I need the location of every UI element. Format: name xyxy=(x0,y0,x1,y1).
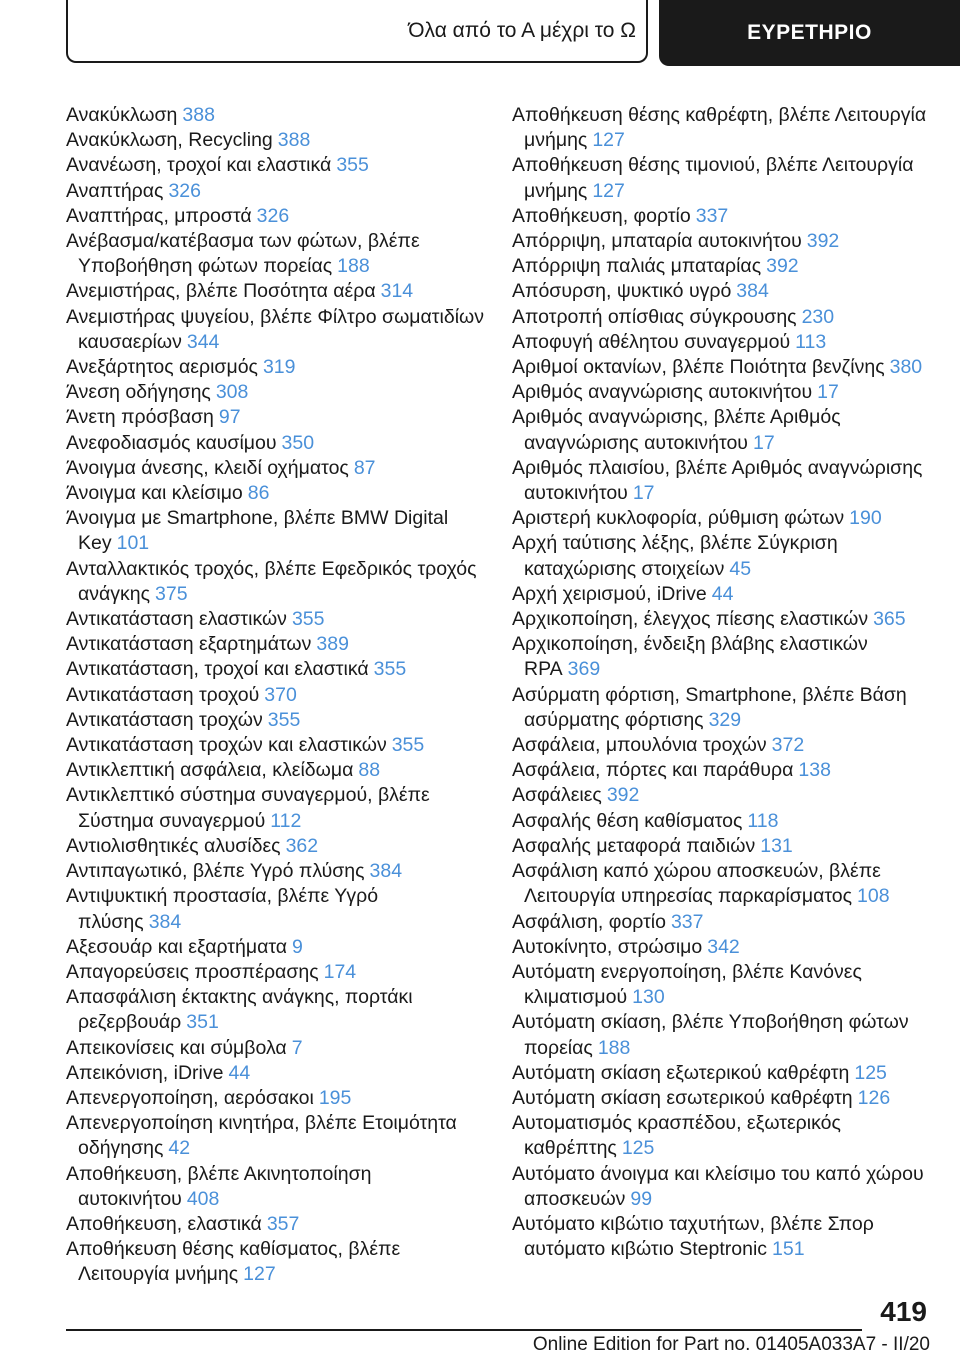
index-entry-page-link[interactable]: 355 xyxy=(336,154,369,177)
index-entry-page-link[interactable]: 17 xyxy=(817,381,839,404)
footer-edition: Online Edition for Part no. 01405A033A7 - II/20 xyxy=(532,1334,930,1355)
index-column-right xyxy=(512,103,936,1288)
index-entry-term: Απόρριψη παλιάς μπαταρίας xyxy=(512,255,762,278)
index-entry xyxy=(512,809,936,834)
index-entry-page-link[interactable]: 375 xyxy=(155,582,188,605)
index-entry-page-link[interactable]: 131 xyxy=(760,834,793,857)
index-entry-page-link[interactable]: 384 xyxy=(148,910,182,933)
index-entry-page-link[interactable]: 344 xyxy=(186,330,220,353)
index-entry-page-link[interactable]: 113 xyxy=(795,330,827,353)
index-entry xyxy=(512,582,936,607)
page-number: 419 xyxy=(880,1296,927,1327)
index-entry xyxy=(66,128,484,153)
index-entry-page-link[interactable]: 101 xyxy=(116,532,150,555)
index-entry xyxy=(66,657,484,682)
index-entry-term: Αντιψυκτική προστασία, βλέπε Υγρό πλύσης xyxy=(66,885,379,933)
index-entry-page-link[interactable]: 355 xyxy=(267,708,301,731)
index-entry-term: Ασφάλεια, πόρτες και παράθυρα xyxy=(512,759,794,782)
index-entry-term: Ανταλλακτικός τροχός, βλέπε Εφεδρικός τροχός ανάγκης xyxy=(66,557,477,605)
index-entry-page-link[interactable]: 408 xyxy=(186,1187,220,1210)
index-entry-term: Ασφαλής θέση καθίσματος xyxy=(512,809,743,832)
index-entry-page-link[interactable]: 337 xyxy=(670,910,704,933)
index-entry-page-link[interactable]: 230 xyxy=(801,305,835,328)
index-entry-page-link[interactable]: 188 xyxy=(597,1036,631,1059)
index-entry-page-link[interactable]: 392 xyxy=(766,255,799,278)
index-entry-page-link[interactable]: 17 xyxy=(752,431,775,454)
index-entry-page-link[interactable]: 86 xyxy=(247,482,270,505)
index-entry-page-link[interactable]: 319 xyxy=(262,356,296,379)
index-entry-term: Αριθμός πλαισίου, βλέπε Αριθμός αναγνώρισης αυτοκινήτου xyxy=(512,456,923,505)
index-entry xyxy=(512,103,936,153)
index-entry-page-link[interactable]: 388 xyxy=(277,129,311,152)
index-entry xyxy=(512,1086,936,1111)
index-column-left xyxy=(66,103,484,1288)
index-entry-term: Ανεμιστήρας, βλέπε Ποσότητα αέρα xyxy=(66,280,376,303)
index-entry xyxy=(512,305,936,330)
index-entry-term: Αντικατάσταση ελαστικών xyxy=(66,608,287,631)
index-entry-term: Απασφάλιση έκτακτης ανάγκης, πορτάκι ρεζερβουάρ xyxy=(66,986,413,1034)
index-entry-term: Αποθήκευση, φορτίο xyxy=(512,204,691,227)
index-entry xyxy=(66,834,484,859)
index-entry-page-link[interactable]: 97 xyxy=(218,406,241,429)
index-entry xyxy=(66,204,484,229)
index-entry xyxy=(66,708,484,733)
index-entry xyxy=(512,960,936,1010)
index-entry-term: Αυτόματη σκίαση εσωτερικού καθρέφτη xyxy=(512,1086,853,1109)
index-entry-term: Αντικατάσταση τροχών και ελαστικών xyxy=(66,734,387,757)
page-header xyxy=(66,0,960,66)
index-entry-page-link[interactable]: 351 xyxy=(186,1011,219,1034)
index-entry xyxy=(512,153,936,203)
index-entry-page-link[interactable]: 42 xyxy=(168,1137,191,1160)
index-entry-term: Αναπτήρας xyxy=(66,179,164,202)
index-entry xyxy=(66,557,484,607)
index-entry xyxy=(66,985,484,1035)
index-entry-page-link[interactable]: 372 xyxy=(771,734,805,757)
index-entry xyxy=(66,481,484,506)
index-entry-page-link[interactable]: 9 xyxy=(292,935,303,958)
index-entry xyxy=(512,330,936,355)
index-entry xyxy=(66,506,484,556)
index-entry xyxy=(66,229,484,279)
index-entry xyxy=(66,859,484,884)
index-entry xyxy=(66,179,484,204)
index-entry xyxy=(66,1086,484,1111)
index-entry xyxy=(66,1111,484,1161)
index-entry xyxy=(66,884,484,934)
index-entry-page-link[interactable]: 44 xyxy=(711,582,734,605)
index-entry xyxy=(512,632,936,682)
index-entry-term: Αριθμοί οκτανίων, βλέπε Ποιότητα βενζίνης xyxy=(512,356,885,379)
section-tab-label: ΕΥΡΕΤΗΡΙΟ xyxy=(747,21,872,44)
index-entry-term: Αρχή ταύτισης λέξης, βλέπε Σύγκριση καταχώρισης στοιχείων xyxy=(512,532,838,580)
index-entry xyxy=(66,1061,484,1086)
index-entry-term: Αρχή χειρισμού, iDrive xyxy=(512,582,707,605)
index-entry-page-link[interactable]: 118 xyxy=(747,809,779,832)
index-entry xyxy=(512,229,936,254)
index-entry xyxy=(512,1010,936,1060)
index-entry-page-link[interactable]: 357 xyxy=(266,1212,300,1235)
index-entry-term: Αντικατάσταση τροχού xyxy=(66,683,260,706)
index-entry-page-link[interactable]: 125 xyxy=(621,1137,655,1160)
index-entry-term: Αυτόματο κιβώτιο ταχυτήτων, βλέπε Σπορ αυτόματο κιβώτιο Steptronic xyxy=(512,1212,874,1261)
index-entry-page-link[interactable]: 370 xyxy=(264,683,297,706)
index-entry-term: Ασφάλιση καπό χώρου αποσκευών, βλέπε Λειτουργία υπηρεσίας παρκαρίσματος xyxy=(512,860,881,908)
index-entry-page-link[interactable]: 384 xyxy=(736,280,769,303)
index-entry-page-link[interactable]: 392 xyxy=(606,784,640,807)
index-entry xyxy=(512,456,936,506)
index-entry xyxy=(512,405,936,455)
index-entry xyxy=(512,859,936,909)
index-entry-term: Απόρριψη, μπαταρία αυτοκινήτου xyxy=(512,230,802,253)
index-entry xyxy=(66,960,484,985)
index-entry-page-link[interactable]: 127 xyxy=(243,1263,276,1286)
index-entry xyxy=(66,103,484,128)
index-entry xyxy=(66,305,484,355)
index-entry-term: Ανακύκλωση, Recycling xyxy=(66,129,273,152)
index-entry-term: Αξεσουάρ και εξαρτήματα xyxy=(66,935,288,958)
index-entry-term: Αυτόματη ενεργοποίηση, βλέπε Κανόνες κλιματισμού xyxy=(512,960,862,1009)
index-entry xyxy=(512,834,936,859)
index-entry-term: Ανανέωση, τροχοί και ελαστικά xyxy=(66,154,332,177)
index-entry-page-link[interactable]: 326 xyxy=(256,204,290,227)
index-entry-page-link[interactable]: 125 xyxy=(854,1061,887,1084)
index-entry xyxy=(66,632,484,657)
index-entry-term: Απενεργοποίηση, αερόσακοι xyxy=(66,1086,314,1109)
index-entry-term: Αποφυγή αθέλητου συναγερμού xyxy=(512,330,791,353)
index-entry-page-link[interactable]: 362 xyxy=(285,834,319,857)
index-entry-term: Αριθμός αναγνώρισης αυτοκινήτου xyxy=(512,381,813,404)
section-tab-index[interactable] xyxy=(659,0,960,66)
index-entry-page-link[interactable]: 355 xyxy=(391,734,425,757)
index-entry-page-link[interactable]: 151 xyxy=(772,1238,805,1261)
index-entry-term: Αποθήκευση θέσης τιμονιού, βλέπε Λειτουργία μνήμης xyxy=(512,154,914,202)
index-entry-page-link[interactable]: 127 xyxy=(592,179,625,202)
index-entry-page-link[interactable]: 174 xyxy=(323,960,357,983)
index-entry-page-link[interactable]: 88 xyxy=(358,759,381,782)
index-entry xyxy=(512,531,936,581)
index-entry-term: Αυτόματο άνοιγμα και κλείσιμο του καπό χώρου αποσκευών xyxy=(512,1162,924,1210)
index-entry xyxy=(66,1237,484,1287)
index-entry xyxy=(66,683,484,708)
index-entry-term: Ασύρματη φόρτιση, Smartphone, βλέπε Βάση ασύρματης φόρτισης xyxy=(512,683,907,731)
index-entry xyxy=(66,1212,484,1237)
index-entry-term: Αναπτήρας, μπροστά xyxy=(66,204,252,227)
index-entry-term: Απεικονίσεις και σύμβολα xyxy=(66,1036,287,1059)
index-entry xyxy=(66,758,484,783)
index-entry-term: Αρχικοποίηση, ένδειξη βλάβης ελαστικών RPA xyxy=(512,633,868,681)
index-entry xyxy=(66,1036,484,1061)
index-entry-page-link[interactable]: 388 xyxy=(182,104,215,126)
index-entry-page-link[interactable]: 7 xyxy=(291,1036,303,1059)
breadcrumb-tab[interactable] xyxy=(66,0,648,63)
index-entry-term: Αποθήκευση, ελαστικά xyxy=(66,1212,262,1235)
index-entry-term: Αυτοκίνητο, στρώσιμο xyxy=(512,935,703,958)
index-entry xyxy=(512,935,936,960)
index-entry-term: Αντιπαγωτικό, βλέπε Υγρό πλύσης xyxy=(66,860,365,883)
index-entry xyxy=(512,607,936,632)
index-entry-page-link[interactable]: 45 xyxy=(729,557,752,580)
index-entry-term: Αντικατάσταση τροχών xyxy=(66,708,263,731)
index-entry xyxy=(66,279,484,304)
index-entry-page-link[interactable]: 326 xyxy=(168,179,201,202)
index-entry-page-link[interactable]: 138 xyxy=(798,759,831,782)
index-entry-page-link[interactable]: 389 xyxy=(316,633,349,656)
index-entry-term: Αποθήκευση θέσης καθίσματος, βλέπε Λειτουργία μνήμης xyxy=(66,1238,401,1286)
index-entry-page-link[interactable]: 87 xyxy=(353,456,376,479)
index-entry xyxy=(512,733,936,758)
index-entry xyxy=(66,153,484,178)
index-entry xyxy=(66,783,484,833)
index-entry xyxy=(512,1111,936,1161)
index-entry-term: Άνετη πρόσβαση xyxy=(66,406,214,429)
index-entry-term: Αντικλεπτικό σύστημα συναγερμού, βλέπε Σύστημα συναγερμού xyxy=(66,784,430,832)
index-entry-term: Άνοιγμα και κλείσιμο xyxy=(66,482,243,505)
index-entry xyxy=(512,204,936,229)
index-entry-page-link[interactable]: 329 xyxy=(708,708,742,731)
index-entry xyxy=(512,1061,936,1086)
index-entry-page-link[interactable]: 190 xyxy=(849,507,882,530)
index-entry-page-link[interactable]: 337 xyxy=(695,204,729,227)
index-entry-page-link[interactable]: 308 xyxy=(215,381,249,404)
index-entry-term: Αντικατάσταση εξαρτημάτων xyxy=(66,633,312,656)
index-entry xyxy=(512,783,936,808)
index-entry-term: Ασφάλιση, φορτίο xyxy=(512,910,666,933)
index-entry-term: Απαγορεύσεις προσπέρασης xyxy=(66,960,319,983)
index-entry-term: Αντικλεπτική ασφάλεια, κλείδωμα xyxy=(66,759,354,782)
index-entry-page-link[interactable]: 17 xyxy=(632,482,655,505)
index-entry-page-link[interactable]: 380 xyxy=(889,356,923,379)
index-entry-page-link[interactable]: 369 xyxy=(567,658,601,681)
index-entry-page-link[interactable]: 195 xyxy=(318,1086,352,1109)
index-entry xyxy=(512,254,936,279)
index-entry-term: Άνοιγμα άνεσης, κλειδί οχήματος xyxy=(66,456,349,479)
index-entry-term: Αρχικοποίηση, έλεγχος πίεσης ελαστικών xyxy=(512,608,869,631)
index-entry-term: Αποτροπή οπίσθιας σύγκρουσης xyxy=(512,305,797,328)
index-entry-page-link[interactable]: 108 xyxy=(857,885,890,908)
index-entry-page-link[interactable]: 365 xyxy=(873,608,906,631)
index-entry-term: Ασφάλειες xyxy=(512,784,602,807)
index-entry-page-link[interactable]: 384 xyxy=(369,860,403,883)
index-entry-term: Ανεφοδιασμός καυσίμου xyxy=(66,431,277,454)
index-entry xyxy=(512,279,936,304)
footer-divider xyxy=(66,1329,862,1331)
index-entry-page-link[interactable]: 126 xyxy=(857,1086,891,1109)
index-entry xyxy=(512,1162,936,1212)
index-entry-page-link[interactable]: 130 xyxy=(632,986,665,1009)
index-entry-term: Ανεξάρτητος αερισμός xyxy=(66,356,258,379)
index-entry xyxy=(66,355,484,380)
index-entry-term: Αριθμός αναγνώρισης, βλέπε Αριθμός αναγνώρισης αυτοκινήτου xyxy=(512,406,841,454)
index-entry-term: Ασφαλής μεταφορά παιδιών xyxy=(512,834,756,857)
index-entry-page-link[interactable]: 314 xyxy=(380,280,414,303)
index-entry-term: Απόσυρση, ψυκτικό υγρό xyxy=(512,280,732,303)
index-entry-page-link[interactable]: 392 xyxy=(806,230,840,253)
index-entry xyxy=(512,506,936,531)
index-entry-term: Άνοιγμα με Smartphone, βλέπε BMW Digital Key xyxy=(66,507,449,555)
index-entry-page-link[interactable]: 99 xyxy=(630,1187,653,1210)
index-entry xyxy=(66,456,484,481)
index-entry xyxy=(66,1162,484,1212)
index-entry-term: Αριστερή κυκλοφορία, ρύθμιση φώτων xyxy=(512,507,845,530)
breadcrumb-label: Όλα από το Α μέχρι το Ω xyxy=(408,18,636,42)
index-entry xyxy=(512,910,936,935)
index-entry-page-link[interactable]: 350 xyxy=(281,431,315,454)
index-entry xyxy=(66,431,484,456)
index-entry-term: Αντικατάσταση, τροχοί και ελαστικά xyxy=(66,658,369,681)
index-entry-page-link[interactable]: 112 xyxy=(270,809,302,832)
index-entry-page-link[interactable]: 355 xyxy=(373,658,407,681)
index-entry-term: Ανέβασμα/κατέβασμα των φώτων, βλέπε Υποβοήθηση φώτων πορείας xyxy=(66,230,420,278)
index-entry xyxy=(512,758,936,783)
index-entry-term: Αποθήκευση θέσης καθρέφτη, βλέπε Λειτουργία μνήμης xyxy=(512,104,927,152)
index-entry xyxy=(66,935,484,960)
index-entry xyxy=(512,355,936,380)
index-columns xyxy=(66,103,936,1288)
index-entry xyxy=(66,380,484,405)
index-entry-page-link[interactable]: 355 xyxy=(291,608,325,631)
index-entry-term: Ασφάλεια, μπουλόνια τροχών xyxy=(512,734,767,757)
index-entry xyxy=(512,380,936,405)
index-entry-term: Αυτόματη σκίαση εξωτερικού καθρέφτη xyxy=(512,1061,850,1084)
index-entry-term: Αυτοματισμός κρασπέδου, εξωτερικός καθρέπτης xyxy=(512,1112,841,1160)
index-entry xyxy=(512,1212,936,1262)
index-entry-term: Αυτόματη σκίαση, βλέπε Υποβοήθηση φώτων πορείας xyxy=(512,1011,909,1059)
index-entry xyxy=(66,733,484,758)
index-entry xyxy=(66,607,484,632)
index-entry-page-link[interactable]: 188 xyxy=(337,255,370,278)
index-entry-term: Ανακύκλωση xyxy=(66,104,178,126)
index-entry-page-link[interactable]: 342 xyxy=(707,935,740,958)
index-entry-page-link[interactable]: 127 xyxy=(592,129,625,152)
index-entry-term: Απενεργοποίηση κινητήρα, βλέπε Ετοιμότητα οδήγησης xyxy=(66,1112,457,1160)
index-entry xyxy=(512,683,936,733)
index-entry-term: Αποθήκευση, βλέπε Ακινητοποίηση αυτοκινήτου xyxy=(66,1162,372,1210)
index-entry-term: Αντιολισθητικές αλυσίδες xyxy=(66,834,281,857)
index-entry-term: Ανεμιστήρας ψυγείου, βλέπε Φίλτρο σωματιδίων καυσαερίων xyxy=(66,305,485,353)
index-entry-term: Άνεση οδήγησης xyxy=(66,381,211,404)
index-entry-term: Απεικόνιση, iDrive xyxy=(66,1061,224,1084)
index-entry-page-link[interactable]: 44 xyxy=(228,1061,251,1084)
index-entry xyxy=(66,405,484,430)
